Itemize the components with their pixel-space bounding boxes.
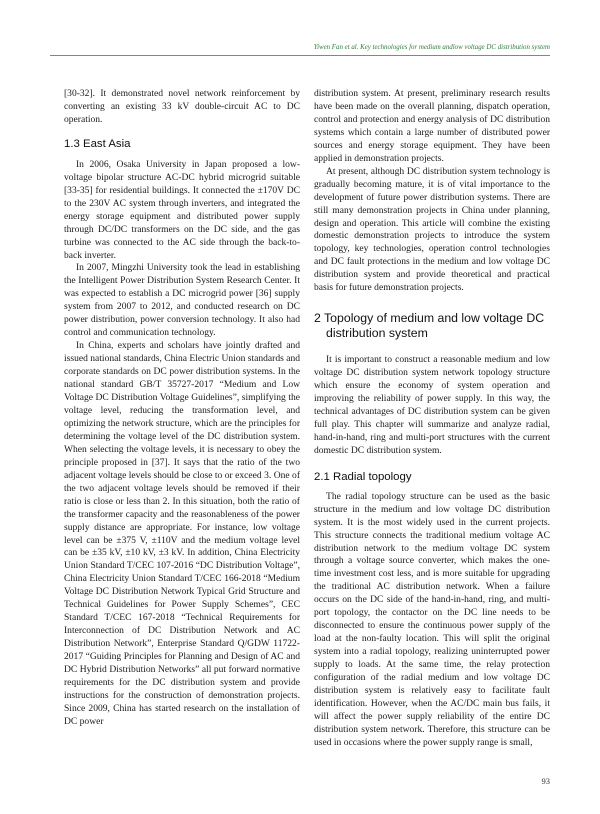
paragraph-intro: [30-32]. It demonstrated novel network reinforcement by converting an existing 33 kV double-circuit AC to DC operation. xyxy=(64,88,300,125)
heading-east-asia: 1.3 East Asia xyxy=(64,137,131,150)
paragraph-china-standards: In China, experts and scholars have jointly drafted and issued national standards, China Electric Union standards and corporate standards on DC power distribution systems. In the national standard GB/T 35727-2017 “Medium and Low Voltage DC Distribution Voltage Guidelines”, simplifying the voltage level, reducing the transformation level, and optimizing the network structure, which are the principles for determining the voltage level of the DC distribution system. When selecting the voltage levels, it is necessary to obey the principle proposed in [37]. It says that the ratio of the two adjacent voltage levels should be close to or exceed 3. One of the two adjacent voltage levels should be removed if their ratio is close or less than 2. In this situation, both the ratio of the transformer capacity and the reasonableness of the power supply distance are appropriate. For instance, low voltage level can be ±375 V, ±110V and the medium voltage level can be ±35 kV, ±10 kV, ±3 kV. In addition, China Electricity Union Standard T/CEC 107-2016 “DC Distribution Voltage”, China Electricity Union Standard T/CEC 166-2018 “Medium Voltage DC Distribution Network Typical Grid Structure and Technical Guidelines for Power Supply Schemes”, CEC Standard T/CEC 167-2018 “Technical Requirements for Interconnection of DC Distribution Network and AC Distribution Network”, Enterprise Standard Q/GDW 11722-2017 “Guiding Principles for Planning and Design of AC and DC Hybrid Distribution Networks” all put forward normative requirements for the DC distribution system and provide instructions for the construction of demonstration projects. Since 2009, China has started research on the installation of DC power xyxy=(64,340,300,727)
running-header: Yiwen Fan et al. Key technologies for medium andlow voltage DC distribution system xyxy=(313,44,550,51)
paragraph-mingzhi: In 2007, Mingzhi University took the lead in establishing the Intelligent Power Distribution System Research Center. It was expected to establish a DC microgrid power [36] supply system from 2007 to 2012, and conducted research on DC power distribution, power conversion technology. It also had control and communication technology. xyxy=(64,262,300,339)
header-rule xyxy=(50,55,550,56)
paragraph-present: At present, although DC distribution system technology is gradually becoming mature, it is of vital importance to the development of future power distribution systems. There are still many demonstration projects in China under planning, design and operation. This article will combine the existing domestic demonstration projects to introduce the system topology, key technologies, operation control technologies and DC fault protections in the medium and low voltage DC distribution system and provide theoretical and practical basis for future demonstration projects. xyxy=(314,165,550,294)
page-number: 93 xyxy=(541,776,550,786)
paragraph-radial: The radial topology structure can be used as the basic structure in the medium and low voltage DC distribution system. It is the most widely used in the current projects. This structure connects the traditional medium voltage AC distribution network to the medium voltage DC system through a voltage source converter, which makes the one-time investment cost less, and is more suitable for upgrading the traditional AC distribution network. When a failure occurs on the DC side of the hand-in-hand, ring, and multi-port topology, the contactor on the DC line needs to be disconnected to ensure the continuous power supply of the load at the non-faulty location. This will split the original system into a radial topology, realizing uninterrupted power supply to loads. At the same time, the relay protection configuration of the radial medium and low voltage DC distribution system is relatively easy to facilitate fault identification. However, when the AC/DC main bus fails, it will affect the power supply reliability of the entire DC distribution system network. Therefore, this structure can be used in occasions where the power supply range is small, xyxy=(314,490,550,748)
paragraph-continuation: distribution system. At present, preliminary research results have been made on the overall planning, dispatch operation, control and protection and energy analysis of DC distribution systems which contain a large number of distributed power sources and energy storage equipment. They have been applied in demonstration projects. xyxy=(314,88,550,164)
paragraph-osaka: In 2006, Osaka University in Japan proposed a low-voltage bipolar structure AC-DC hybrid microgrid suitable [33-35] for residential buildings. It connected the ±170V DC to the 230V AC system through inverters, and integrated the energy storage equipment and distributed power supply through DC/DC transformers on the DC side, and the gas turbine was connected to the AC side through the back-to-back inverter. xyxy=(64,158,300,261)
heading-radial-topology: 2.1 Radial topology xyxy=(314,470,412,483)
right-column xyxy=(314,88,550,750)
paragraph-topology: It is important to construct a reasonable medium and low voltage DC distribution system network topology structure which ensure the economy of system operation and improving the reliability of power supply. In this way, the technical advantages of DC distribution system can be given full play. This chapter will summarize and analyze radial, hand-in-hand, ring and multi-port structures with the current domestic DC distribution system. xyxy=(314,354,550,456)
heading-section-2: 2 Topology of medium and low voltage DC distribution system xyxy=(314,311,545,340)
left-column xyxy=(64,88,300,729)
